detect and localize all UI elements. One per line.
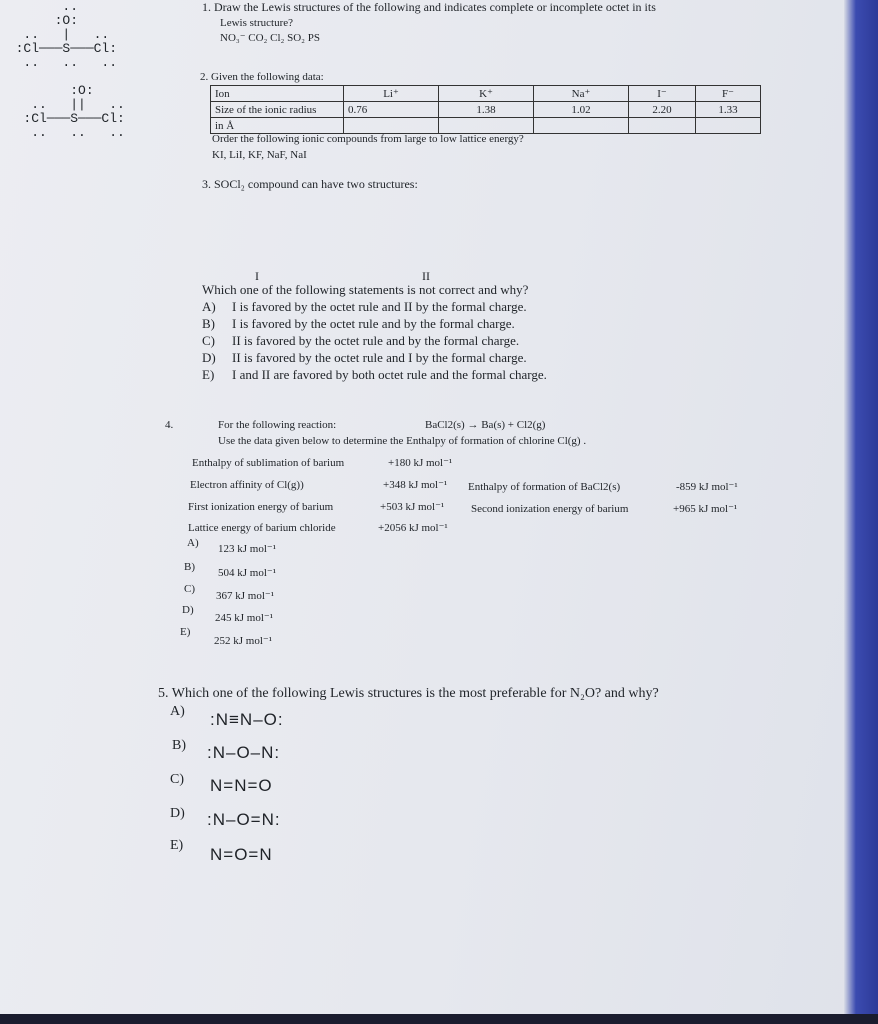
q3-option-c-letter: C)	[202, 333, 215, 348]
structure-2-label: II	[422, 269, 430, 283]
q3-option-a-letter: A)	[202, 299, 216, 314]
table-cell-k: 1.38	[439, 102, 534, 118]
q3-option-d: II is favored by the octet rule and I by the formal charge.	[232, 350, 527, 365]
sublimation-label: Enthalpy of sublimation of barium	[192, 457, 345, 469]
q3-option-a: I is favored by the octet rule and II by the formal charge.	[232, 299, 527, 314]
q5-question: 5. Which one of the following Lewis structures is the most preferable for N₂O? and why?	[158, 686, 659, 701]
q2-intro: 2. Given the following data:	[200, 71, 324, 83]
q4-option-c-letter: C)	[184, 583, 195, 595]
table-header-li: Li⁺	[344, 86, 439, 102]
desk-bottom	[0, 1014, 878, 1024]
second-ionization-label: Second ionization energy of barium	[471, 503, 629, 515]
q5-option-a: :N≡N–O:	[210, 710, 284, 729]
q3-option-e-letter: E)	[202, 367, 215, 382]
q3-question: Which one of the following statements is not correct and why?	[202, 282, 529, 297]
q3-option-c: II is favored by the octet rule and by the formal charge.	[232, 333, 520, 348]
table-header-k: K⁺	[439, 86, 534, 102]
q1-line1: 1. Draw the Lewis structures of the following and indicates complete or incomplete octet in its	[202, 0, 656, 14]
q5-option-b: :N–O–N:	[207, 743, 281, 762]
socl2-structure-2: :O: .. || .. :Cl───S───Cl: .. .. ..	[23, 83, 125, 140]
table-header-ion: Ion	[211, 86, 344, 102]
q3-option-e: I and II are favored by both octet rule and the formal charge.	[232, 367, 547, 382]
table-cell-i: 2.20	[629, 102, 696, 118]
sublimation-value: +180 kJ mol⁻¹	[388, 457, 453, 469]
q3-option-b: I is favored by the octet rule and by the formal charge.	[232, 316, 515, 331]
socl2-structure-1: .. :O: .. | .. :Cl───S───Cl: .. .. ..	[15, 0, 118, 70]
table-cell-li: 0.76	[344, 102, 439, 118]
ion-radius-table	[210, 85, 761, 134]
table-row-label-unit: in Å	[211, 118, 344, 134]
table-header-i: I⁻	[629, 86, 696, 102]
table-header-na: Na⁺	[534, 86, 629, 102]
q3-option-d-letter: D)	[202, 350, 216, 365]
q4-option-a: 123 kJ mol⁻¹	[218, 543, 276, 555]
q4-reaction: BaCl2(s) → Ba(s) + Cl2(g)	[425, 419, 546, 431]
q5-option-d-letter: D)	[170, 806, 185, 821]
table-header-f: F⁻	[696, 86, 761, 102]
lattice-value: +2056 kJ mol⁻¹	[378, 522, 448, 534]
lattice-label: Lattice energy of barium chloride	[188, 522, 336, 534]
q4-option-d: 245 kJ mol⁻¹	[215, 612, 273, 624]
q4-option-c: 367 kJ mol⁻¹	[216, 590, 274, 602]
q3-intro: 3. SOCl₂ compound can have two structures:	[202, 177, 418, 191]
electron-affinity-label: Electron affinity of Cl(g))	[190, 479, 304, 491]
q1-line2: Lewis structure?	[220, 17, 293, 29]
q5-option-e-letter: E)	[170, 838, 184, 853]
q4-option-b-letter: B)	[184, 561, 195, 573]
first-ionization-label: First ionization energy of barium	[188, 501, 334, 513]
formation-bacl2-label: Enthalpy of formation of BaCl2(s)	[468, 481, 621, 493]
q5-option-c-letter: C)	[170, 772, 184, 787]
q4-option-e: 252 kJ mol⁻¹	[214, 635, 272, 647]
q4-instruction: Use the data given below to determine the Enthalpy of formation of chlorine Cl(g) .	[218, 435, 587, 447]
q5-option-a-letter: A)	[170, 704, 185, 719]
q4-option-d-letter: D)	[182, 604, 194, 616]
desk-edge	[844, 0, 878, 1024]
table-cell-f: 1.33	[696, 102, 761, 118]
table-cell-na: 1.02	[534, 102, 629, 118]
table-row-label: Size of the ionic radius	[211, 102, 344, 118]
q3-option-b-letter: B)	[202, 316, 215, 331]
q1-species: NO₃⁻ CO₂ Cl₂ SO₂ PS	[220, 32, 321, 44]
second-ionization-value: +965 kJ mol⁻¹	[673, 503, 738, 515]
electron-affinity-value: +348 kJ mol⁻¹	[383, 479, 448, 491]
formation-bacl2-value: -859 kJ mol⁻¹	[676, 481, 738, 493]
first-ionization-value: +503 kJ mol⁻¹	[380, 501, 445, 513]
structure-1-label: I	[255, 269, 259, 283]
q4-option-a-letter: A)	[187, 537, 199, 549]
q4-option-e-letter: E)	[180, 626, 191, 638]
q4-option-b: 504 kJ mol⁻¹	[218, 567, 276, 579]
q2-question: Order the following ionic compounds from large to low lattice energy?	[212, 133, 524, 145]
q5-option-e: N=O=N	[210, 845, 273, 864]
q4-number: 4.	[165, 419, 174, 431]
q5-option-d: :N–O=N:	[207, 810, 281, 829]
q2-compounds: KI, LiI, KF, NaF, NaI	[212, 149, 307, 161]
q5-option-c: N=N=O	[210, 776, 273, 795]
q4-reaction-label: For the following reaction:	[218, 419, 337, 431]
q5-option-b-letter: B)	[172, 738, 186, 753]
